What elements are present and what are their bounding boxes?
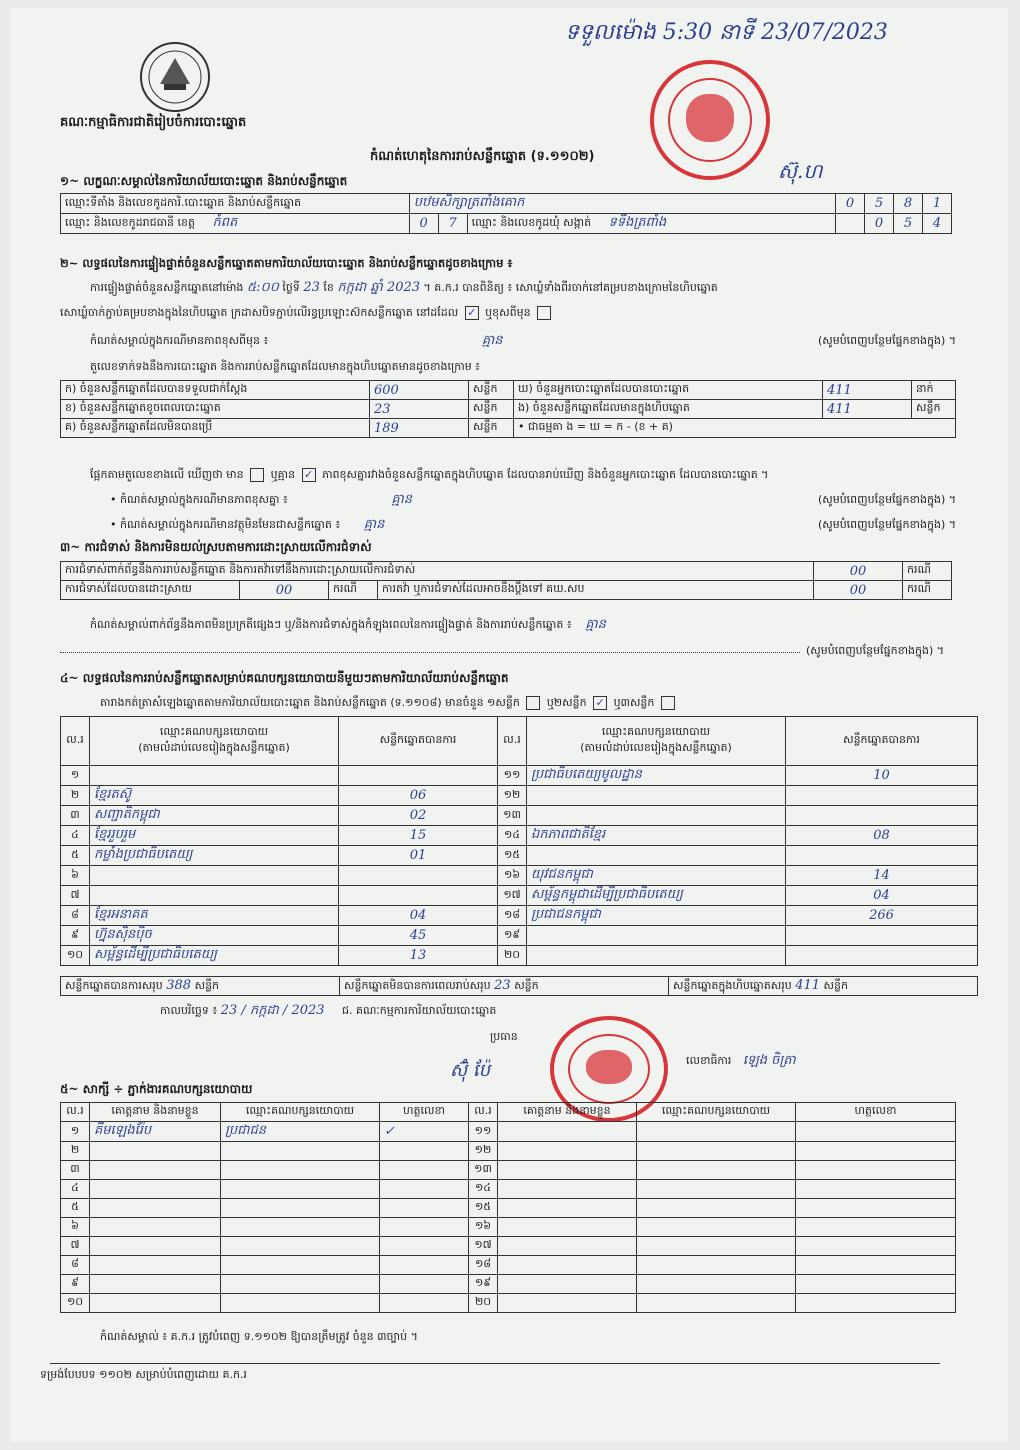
emblem-logo (138, 40, 212, 114)
votes-col-no-left: ល.រ (61, 717, 90, 766)
witness-no: ១០ (61, 1294, 90, 1313)
vote-party: យុវជនកម្ពុជា (527, 866, 786, 886)
section3-fill-hint: (សូមបំពេញបន្ថែមផ្នែកខាងក្នុង) ។ (806, 644, 945, 657)
witness-name (90, 1256, 221, 1275)
total-invalid-unit: សន្លឹក (514, 978, 539, 992)
votes-row (61, 946, 978, 966)
witness-signature (380, 1237, 469, 1256)
fig-d-unit: នាក់ (912, 381, 956, 400)
witness-name (498, 1180, 637, 1199)
witness-no: ៤ (61, 1180, 90, 1199)
fig-c-label: គ) ចំនួនសន្លឹកឆ្នោតដែលមិនបានប្រើ (61, 419, 370, 438)
witness-party: ប្រជាជន (221, 1122, 380, 1142)
witness-signature: ✓ (380, 1122, 469, 1142)
witness-no: ៩ (61, 1275, 90, 1294)
witness-col-party-left: ឈ្មោះគណបក្សនយោបាយ (221, 1103, 380, 1122)
votes-col-no-right: ល.រ (498, 717, 527, 766)
vote-party (527, 946, 786, 966)
witness-name (498, 1294, 637, 1313)
vote-party (90, 886, 339, 906)
resolved-label: ការជំទាស់ដែលបានដោះស្រាយ (61, 581, 240, 600)
witness-no: ៧ (61, 1237, 90, 1256)
vote-no: ២០ (498, 946, 527, 966)
seal-line: សោឃ្លំចាក់ភ្ជាប់គម្របខាងក្នុងនៃហិបឆ្នោត ក្រដាសបិទភ្ជាប់លើរន្ធប្រឡោះស៊កសន្លឹកឆ្នោត នៅដដែល ✓ ឬខុសពីមុន (60, 306, 554, 320)
secretary-line: លេខាធិការ ឡេង ចិត្រា (686, 1053, 796, 1068)
vote-party (527, 806, 786, 826)
vote-no: ១៨ (498, 906, 527, 926)
witness-row (61, 1122, 956, 1142)
section3-note-dots (60, 652, 800, 653)
witness-party (221, 1294, 380, 1313)
footnote: កំណត់សម្គាល់ ៖ គ.ក.រ ត្រូវបំពេញ ទ.១១០២ ឱ្យបានត្រឹមត្រូវ ចំនួន ៣ច្បាប់ ។ (100, 1330, 418, 1343)
office-value: បឋមសិក្សាត្រពាំងគោក (409, 194, 835, 214)
witness-col-no-right: ល.រ (469, 1103, 498, 1122)
witness-col-no-left: ល.រ (61, 1103, 90, 1122)
witness-col-name-left: គោត្តនាម និងនាមខ្លួន (90, 1103, 221, 1122)
witness-no: ១១ (469, 1122, 498, 1142)
vote-count (786, 926, 978, 946)
vote-no: ១២ (498, 786, 527, 806)
witness-name (90, 1142, 221, 1161)
fig-a-label: ក) ចំនួនសន្លឹកឆ្នោតដែលបានទទួលជាក់ស្ដែង (61, 381, 370, 400)
seal-same-checkbox[interactable]: ✓ (465, 306, 479, 320)
witness-signature (796, 1294, 956, 1313)
fig-a-value: 600 (370, 381, 469, 400)
fig-b-unit: សន្លឹក (469, 400, 514, 419)
vote-count: 08 (786, 826, 978, 846)
witness-party (637, 1218, 796, 1237)
vote-party: ប្រជាធិបតេយ្យមូលដ្ឋាន (527, 766, 786, 786)
office-code-1: 0 (836, 194, 865, 214)
note1-line: • កំណត់សម្គាល់ក្នុងករណីមានភាពខុសគ្នា ៖ គ្មាន (សូមបំពេញបន្ថែមផ្នែកខាងក្នុង) ។ (110, 492, 956, 507)
commune-code-2: 5 (894, 214, 923, 234)
vote-no: ១៧ (498, 886, 527, 906)
official-stamp-top (650, 60, 770, 180)
witness-party (637, 1161, 796, 1180)
objection-value: 00 (814, 562, 903, 581)
appeal-value: 00 (814, 581, 903, 600)
witness-name (90, 1180, 221, 1199)
witness-no: ១៥ (469, 1199, 498, 1218)
vote-count (786, 806, 978, 826)
sheet-3-checkbox[interactable] (661, 696, 675, 710)
votes-col-votes-left: សន្លឹកឆ្នោតបានការ (339, 717, 498, 766)
vote-party: សញ្ជាតិកម្ពុជា (90, 806, 339, 826)
vote-party (90, 866, 339, 886)
figures-table (60, 380, 956, 438)
votes-totals (60, 976, 978, 996)
witness-signature (796, 1199, 956, 1218)
witness-col-party-right: ឈ្មោះគណបក្សនយោបាយ (637, 1103, 796, 1122)
resolved-value: 00 (240, 581, 329, 600)
appeal-unit: ករណី (903, 581, 952, 600)
witness-name (90, 1161, 221, 1180)
vote-party (90, 766, 339, 786)
witness-no: ២០ (469, 1294, 498, 1313)
witness-name: គីមឡេងរ៉ែប (90, 1122, 221, 1142)
votes-row (61, 926, 978, 946)
figures-intro: តួលេខទាក់ទងនឹងការបោះឆ្នោត និងការរាប់សន្លឹកឆ្នោតដែលមានក្នុងហិបឆ្នោតមានដូចខាងក្រោម ៖ (90, 360, 481, 373)
vote-no: ២ (61, 786, 90, 806)
total-box-unit: សន្លឹក (823, 978, 848, 992)
votes-row (61, 846, 978, 866)
document-page (10, 8, 1008, 1442)
fig-c-unit: សន្លឹក (469, 419, 514, 438)
witness-signature (796, 1218, 956, 1237)
chair-label: ប្រធាន (490, 1030, 518, 1043)
witness-party (637, 1199, 796, 1218)
witness-col-sign-left: ហត្ថលេខា (380, 1103, 469, 1122)
witness-name (90, 1218, 221, 1237)
section5-heading: ៥~ សាក្សី ÷ ភ្នាក់ងារគណបក្សនយោបាយ (60, 1082, 253, 1096)
objection-label: ការជំទាស់ពាក់ព័ន្ធនឹងការរាប់សន្លឹកឆ្នោត និងការតវ៉ាទៅនឹងការដោះស្រាយលើការជំទាស់ (61, 562, 814, 581)
vote-count (339, 766, 498, 786)
province-label: ឈ្មោះ និងលេខកូដរាជធានី ខេត្ត (65, 216, 195, 229)
witness-signature (796, 1256, 956, 1275)
votes-row (61, 826, 978, 846)
compare-line: ផ្អែកតាមតួលេខខាងលើ ឃើញថា មាន ឬគ្មាន ✓ ភាពខុសគ្នារវាងចំនួនសន្លឹកឆ្នោតក្នុងហិបឆ្នោត ដែលបានរាប់ឃើញ និងចំនួនអ្នកបោះឆ្នោត ដែលបានបោះឆ្នោត ។ (90, 468, 769, 481)
vote-no: ១១ (498, 766, 527, 786)
vote-party: សម្ព័ន្ធដើម្បីប្រជាធិបតេយ្យ (90, 946, 339, 966)
sheet-count-line: តារាងកត់ត្រាសំឡេងឆ្នោតតាមការិយាល័យបោះឆ្នោត និងរាប់សន្លឹកឆ្នោត (ទ.១១០៨) មានចំនួន ១សន្លឹក ឬ២សន្លឹក ✓ ឬ៣សន្លឹក (100, 696, 678, 710)
witness-party (221, 1161, 380, 1180)
witness-party (221, 1218, 380, 1237)
fig-e-label: ង) ចំនួនសន្លឹកឆ្នោតដែលមានក្នុងហិបឆ្នោត (514, 400, 823, 419)
vote-no: ៧ (61, 886, 90, 906)
vote-count (786, 786, 978, 806)
votes-col-votes-right: សន្លឹកឆ្នោតបានការ (786, 717, 978, 766)
section1-table (60, 193, 952, 234)
vote-no: ១៩ (498, 926, 527, 946)
objection-unit: ករណី (903, 562, 952, 581)
vote-count: 15 (339, 826, 498, 846)
witness-row (61, 1294, 956, 1313)
vote-no: ១៣ (498, 806, 527, 826)
witness-row (61, 1256, 956, 1275)
commune-label: ឈ្មោះ និងលេខកូដឃុំ សង្កាត់ (471, 216, 592, 229)
office-code-4: 1 (922, 194, 951, 214)
vote-no: ១ (61, 766, 90, 786)
appeal-label: ការតវ៉ា ឬការជំទាស់ដែលអាចនឹងប្ដឹងទៅ គឃ.សប (378, 581, 814, 600)
vote-no: ៨ (61, 906, 90, 926)
witness-signature (796, 1180, 956, 1199)
section4-heading: ៤~ លទ្ធផលនៃការរាប់សន្លឹកឆ្នោតសម្រាប់គណបក្សនយោបាយនីមួយៗតាមការិយាល័យរាប់សន្លឹកឆ្នោត (60, 671, 509, 685)
footer-divider (50, 1363, 940, 1364)
witness-row (61, 1199, 956, 1218)
vote-party (527, 926, 786, 946)
witness-name (498, 1237, 637, 1256)
witness-party (221, 1142, 380, 1161)
votes-col-party-right: ឈ្មោះគណបក្សនយោបាយ (តាមលំដាប់លេខរៀងក្នុងសន្លឹកឆ្នោត) (527, 717, 786, 766)
vote-count: 13 (339, 946, 498, 966)
witness-signature (796, 1275, 956, 1294)
witness-party (221, 1275, 380, 1294)
witness-row (61, 1237, 956, 1256)
witness-name (90, 1275, 221, 1294)
witness-no: ១៧ (469, 1237, 498, 1256)
witness-signature (380, 1142, 469, 1161)
witness-row (61, 1180, 956, 1199)
witness-row (61, 1275, 956, 1294)
received-time-handwriting: ទទួលម៉ោង 5:30 នាទី 23/07/2023 (565, 20, 888, 45)
diff-note-line: កំណត់សម្គាល់ក្នុងករណីមានភាពខុសពីមុន ៖ គ្មាន (សូមបំពេញបន្ថែមផ្នែកខាងក្នុង) ។ (90, 333, 956, 348)
votes-row (61, 806, 978, 826)
total-box-label: សន្លឹកឆ្នោតក្នុងហិបឆ្នោតសរុប (673, 978, 792, 992)
votes-row (61, 786, 978, 806)
vote-no: ៦ (61, 866, 90, 886)
fig-e-unit: សន្លឹក (912, 400, 956, 419)
compare-no-checkbox[interactable]: ✓ (302, 468, 316, 482)
vote-party (527, 786, 786, 806)
sheet-2-checkbox[interactable]: ✓ (593, 696, 607, 710)
commune-value: ទទឹងត្រពាំង (608, 215, 667, 230)
vote-no: ៥ (61, 846, 90, 866)
verify-line: ការផ្ទៀងផ្ទាត់ចំនួនសន្លឹកឆ្នោតនៅម៉ោង ៥:០០ ថ្ងៃទី 23 ខែ កក្កដា ឆ្នាំ 2023 ។ គ.ក.រ បានពិនិត្យ ៖ សោឃ្លំទាំងពីរចាក់នៅគម្របខាងក្រោមនៃហិបឆ្នោត (90, 280, 718, 295)
vote-count: 06 (339, 786, 498, 806)
vote-party: ហ្វ៊ុនស៊ិនប៉ិច (90, 926, 339, 946)
office-code-3: 8 (894, 194, 923, 214)
vote-count (786, 846, 978, 866)
witness-row (61, 1218, 956, 1237)
witness-signature (796, 1122, 956, 1142)
witness-party (637, 1180, 796, 1199)
section3-table (60, 561, 952, 600)
witness-no: ១៦ (469, 1218, 498, 1237)
vote-count: 45 (339, 926, 498, 946)
vote-no: ១០ (61, 946, 90, 966)
witness-no: ១២ (469, 1142, 498, 1161)
witness-party (221, 1180, 380, 1199)
section1-heading: ១~ លក្ខណៈសម្គាល់នៃការិយាល័យបោះឆ្នោត និងរាប់សន្លឹកឆ្នោត (60, 174, 348, 188)
note2-line: • កំណត់សម្គាល់ក្នុងករណីមានវត្ថុមិនមែនជាសន្លឹកឆ្នោត ៖ គ្មាន (សូមបំពេញបន្ថែមផ្នែកខាងក្នុង) ។ (110, 517, 956, 532)
witness-no: ១៨ (469, 1256, 498, 1275)
section3-note: កំណត់សម្គាល់ពាក់ព័ន្ធនឹងភាពមិនប្រក្រតីផ្សេងៗ ឬ/និងការជំទាស់ក្នុងកំឡុងពេលនៃការផ្ទៀងផ្ទាត់ និងការរាប់សន្លឹកឆ្នោត ៖ គ្មាន (90, 617, 606, 632)
witness-party (637, 1142, 796, 1161)
vote-count (786, 946, 978, 966)
vote-no: ១៤ (498, 826, 527, 846)
witness-name (498, 1218, 637, 1237)
vote-party: កម្លាំងប្រជាធិបតេយ្យ (90, 846, 339, 866)
total-valid-value: 388 (166, 977, 192, 993)
witness-signature (380, 1161, 469, 1180)
witness-name (498, 1122, 637, 1142)
witness-party (637, 1256, 796, 1275)
witness-signature (796, 1237, 956, 1256)
witness-name (498, 1142, 637, 1161)
witness-no: ៦ (61, 1218, 90, 1237)
witness-party (637, 1294, 796, 1313)
witness-party (221, 1237, 380, 1256)
province-code-1: 0 (409, 214, 438, 234)
witness-party (221, 1256, 380, 1275)
witness-no: ១៣ (469, 1161, 498, 1180)
chair-signature: ស៊ុំ ប៉ែ (450, 1060, 490, 1081)
witness-name (90, 1237, 221, 1256)
committee-name: គណៈកម្មាធិការជាតិរៀបចំការបោះឆ្នោត (60, 115, 247, 130)
fig-d-value: 411 (823, 381, 912, 400)
witness-signature (796, 1142, 956, 1161)
witness-name (90, 1199, 221, 1218)
fig-a-unit: សន្លឹក (469, 381, 514, 400)
vote-party: ខ្មែរអនាគត (90, 906, 339, 926)
witness-no: ១ (61, 1122, 90, 1142)
signing-date: កាលបរិច្ឆេទ ៖ 23 / កក្កដា / 2023 ជ. គណៈកម្មការការិយាល័យបោះឆ្នោត (160, 1003, 497, 1018)
witness-no: ១៩ (469, 1275, 498, 1294)
vote-no: ៣ (61, 806, 90, 826)
witness-party (637, 1275, 796, 1294)
witness-name (498, 1275, 637, 1294)
section3-heading: ៣~ ការជំទាស់ និងការមិនយល់ស្របតាមការដោះស្រាយលើការជំទាស់ (60, 540, 372, 554)
compare-yes-checkbox[interactable] (250, 468, 264, 482)
vote-party: សម្ព័ន្ធកម្ពុជាដើម្បីប្រជាធិបតេយ្យ (527, 886, 786, 906)
vote-party: ឯកភាពជាតិខ្មែរ (527, 826, 786, 846)
vote-count: 02 (339, 806, 498, 826)
witness-signature (380, 1275, 469, 1294)
fig-b-label: ខ) ចំនួនសន្លឹកឆ្នោតខូចពេលបោះឆ្នោត (61, 400, 370, 419)
vote-party: ខ្មែររួបរួម (90, 826, 339, 846)
form-title: កំណត់ហេតុនៃការរាប់សន្លឹកឆ្នោត (ទ.១១០២) (370, 149, 595, 164)
total-valid-label: សន្លឹកឆ្នោតបានការសរុប (65, 978, 163, 992)
vote-no: ១៦ (498, 866, 527, 886)
vote-no: ១៥ (498, 846, 527, 866)
vote-count: 04 (786, 886, 978, 906)
total-box-value: 411 (795, 977, 821, 993)
province-code-2: 7 (438, 214, 467, 234)
witness-signature (380, 1256, 469, 1275)
sheet-1-checkbox[interactable] (526, 696, 540, 710)
total-valid-unit: សន្លឹក (194, 978, 220, 992)
witness-col-sign-right: ហត្ថលេខា (796, 1103, 956, 1122)
votes-col-party-left: ឈ្មោះគណបក្សនយោបាយ (តាមលំដាប់លេខរៀងក្នុងសន្លឹកឆ្នោត) (90, 717, 339, 766)
witness-signature (380, 1218, 469, 1237)
witness-party (637, 1237, 796, 1256)
fig-d-label: ឃ) ចំនួនអ្នកបោះឆ្នោតដែលបានបោះឆ្នោត (514, 381, 823, 400)
resolved-unit: ករណី (329, 581, 378, 600)
witness-no: ៨ (61, 1256, 90, 1275)
witness-no: ១៤ (469, 1180, 498, 1199)
fig-c-value: 189 (370, 419, 469, 438)
votes-row (61, 886, 978, 906)
vote-count: 14 (786, 866, 978, 886)
witness-signature (380, 1199, 469, 1218)
witness-signature (380, 1294, 469, 1313)
witness-party (221, 1199, 380, 1218)
witness-row (61, 1142, 956, 1161)
seal-diff-checkbox[interactable] (537, 306, 551, 320)
fig-formula: • ជាធម្មតា ង = ឃ = ក - (ខ + គ) (514, 419, 956, 438)
witness-party (637, 1122, 796, 1142)
office-code-2: 5 (865, 194, 894, 214)
witness-table (60, 1102, 956, 1313)
vote-party (527, 846, 786, 866)
vote-no: ៤ (61, 826, 90, 846)
commune-code-1: 0 (865, 214, 894, 234)
vote-count: 01 (339, 846, 498, 866)
witness-col-name-right: គោត្តនាម និងនាមខ្លួន (498, 1103, 637, 1122)
stamp-signature-note: ស៊ុ.ហ (778, 159, 823, 183)
commune-code-3: 4 (922, 214, 951, 234)
vote-count (339, 866, 498, 886)
witness-name (498, 1256, 637, 1275)
votes-row (61, 906, 978, 926)
witness-name (498, 1199, 637, 1218)
fig-e-value: 411 (823, 400, 912, 419)
witness-row (61, 1161, 956, 1180)
vote-count (339, 886, 498, 906)
vote-count: 04 (339, 906, 498, 926)
witness-no: ៣ (61, 1161, 90, 1180)
vote-party: ខ្មែរតស៊ូ (90, 786, 339, 806)
witness-no: ៥ (61, 1199, 90, 1218)
office-label: ឈ្មោះទីតាំង និងលេខកូដការិ.បោះឆ្នោត និងរាប់សន្លឹកឆ្នោត (61, 194, 410, 214)
votes-row (61, 866, 978, 886)
vote-count: 266 (786, 906, 978, 926)
section2-heading: ២~ លទ្ធផលនៃការផ្ទៀងផ្ទាត់ចំនួនសន្លឹកឆ្នោតតាមការិយាល័យបោះឆ្នោត និងរាប់សន្លឹកឆ្នោតដូចខាងក្រោម ៖ (60, 256, 513, 270)
vote-no: ៩ (61, 926, 90, 946)
province-value: កំពត (212, 215, 238, 230)
witness-name (498, 1161, 637, 1180)
votes-table (60, 716, 978, 966)
witness-name (90, 1294, 221, 1313)
footer: ទម្រង់បែបបទ ១១០២ សម្រាប់បំពេញដោយ គ.ក.រ (40, 1368, 247, 1381)
witness-no: ២ (61, 1142, 90, 1161)
votes-row (61, 766, 978, 786)
vote-party: ប្រជាជនកម្ពុជា (527, 906, 786, 926)
fig-b-value: 23 (370, 400, 469, 419)
vote-count: 10 (786, 766, 978, 786)
witness-signature (796, 1161, 956, 1180)
total-invalid-value: 23 (494, 977, 511, 993)
total-invalid-label: សន្លឹកឆ្នោតមិនបានការពេលរាប់សរុប (344, 978, 491, 992)
witness-signature (380, 1180, 469, 1199)
